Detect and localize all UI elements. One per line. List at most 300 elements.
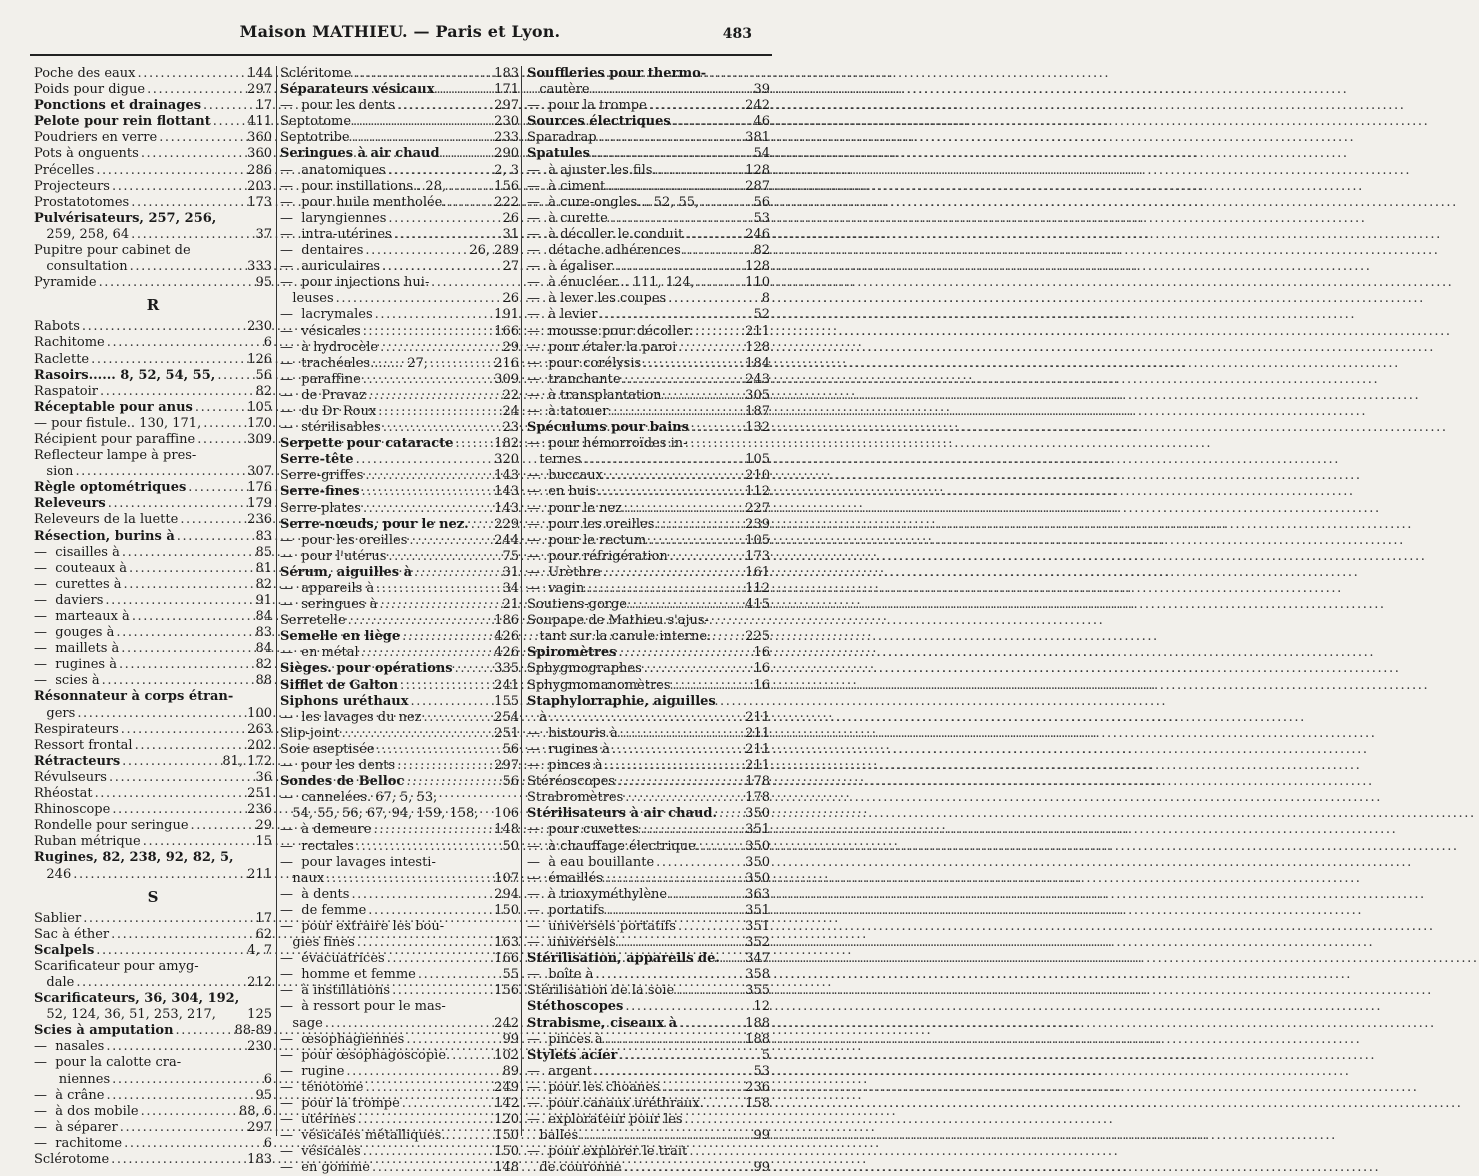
index-entry bbox=[522, 661, 772, 677]
entry-term: Serre-tête bbox=[280, 452, 354, 468]
index-entry bbox=[30, 850, 276, 866]
dot-leader bbox=[701, 195, 749, 211]
dot-leader bbox=[397, 758, 490, 774]
entry-page-number: 179 bbox=[247, 496, 272, 512]
index-entry bbox=[522, 919, 772, 935]
index-entry bbox=[30, 335, 276, 351]
dot-leader bbox=[75, 464, 243, 480]
section-letter: R bbox=[146, 296, 160, 315]
dot-leader bbox=[203, 416, 243, 432]
entry-page-number: 350 bbox=[745, 806, 770, 822]
entry-term: — à dos mobile bbox=[34, 1103, 139, 1119]
entry-page-number: 62 bbox=[255, 926, 272, 942]
entry-page-number: 142 bbox=[494, 1096, 519, 1111]
dot-leader bbox=[400, 678, 490, 694]
entry-term: Sérum, aiguilles à bbox=[280, 564, 413, 580]
dot-leader bbox=[141, 1104, 235, 1120]
dot-leader bbox=[625, 999, 749, 1015]
dot-leader bbox=[111, 927, 251, 943]
entry-page-number: 242 bbox=[494, 1015, 519, 1031]
entry-term: Stéréoscopes bbox=[527, 774, 616, 790]
entry-term: — émaillés bbox=[527, 870, 603, 886]
entry-term: Résonnateur à corps étran- bbox=[34, 689, 234, 705]
index-entry bbox=[277, 871, 521, 887]
index-entry bbox=[522, 887, 772, 903]
entry-page-number: 239 bbox=[745, 516, 770, 532]
index-entry bbox=[30, 545, 276, 561]
entry-page-number: 75 bbox=[502, 548, 519, 564]
entry-page-number: 251 bbox=[247, 786, 272, 802]
dot-leader bbox=[648, 533, 741, 549]
entry-term: Spatules bbox=[527, 146, 590, 162]
entry-term: Semelle en liège bbox=[280, 629, 401, 645]
entry-page-number: 351 bbox=[745, 918, 770, 934]
entry-page-number: 251 bbox=[494, 725, 519, 741]
entry-term: — pour les oreilles bbox=[280, 532, 408, 548]
entry-page-number: 128 bbox=[745, 259, 770, 275]
dot-leader bbox=[122, 754, 218, 770]
dot-leader bbox=[108, 496, 243, 512]
entry-page-number: 143 bbox=[494, 468, 519, 484]
dot-leader bbox=[592, 146, 750, 162]
dot-leader bbox=[77, 706, 243, 722]
index-entry bbox=[522, 468, 772, 484]
entry-page-number: 297 bbox=[247, 82, 272, 98]
dot-leader bbox=[357, 935, 490, 951]
entry-page-number: 16 bbox=[753, 677, 770, 693]
entry-page-number: 254 bbox=[494, 709, 519, 725]
entry-term: — tranchante bbox=[527, 371, 621, 387]
index-entry bbox=[277, 1048, 521, 1064]
dot-leader bbox=[603, 565, 742, 581]
dot-leader bbox=[120, 1120, 243, 1136]
index-entry bbox=[277, 114, 521, 130]
index-entry bbox=[30, 722, 276, 738]
dot-leader bbox=[147, 82, 243, 98]
entry-page-number: 46 bbox=[753, 114, 770, 130]
index-entry bbox=[277, 1016, 521, 1032]
entry-term: — détache adhérences bbox=[527, 243, 681, 259]
entry-term: — maillets à bbox=[34, 641, 120, 657]
entry-page-number: 150 bbox=[494, 1144, 519, 1160]
index-entry bbox=[30, 561, 276, 577]
index-entry bbox=[522, 275, 772, 291]
entry-term: Scléritome bbox=[280, 66, 352, 81]
entry-term: Soutiens-gorge bbox=[527, 597, 627, 613]
entry-page-number: 320 bbox=[494, 452, 519, 468]
entry-page-number: 242 bbox=[745, 98, 770, 114]
dot-leader bbox=[143, 834, 252, 850]
entry-page-number: 236 bbox=[247, 512, 272, 528]
entry-term: — pour huile mentholée. bbox=[280, 194, 447, 210]
dot-leader bbox=[455, 661, 491, 677]
index-entry bbox=[277, 710, 521, 726]
entry-term: Poche des eaux bbox=[34, 66, 136, 81]
index-entry bbox=[30, 448, 276, 464]
dot-leader bbox=[618, 935, 742, 951]
index-entry bbox=[522, 855, 772, 871]
index-column-1 bbox=[30, 66, 277, 1167]
entry-term: — pour extraire les bou- bbox=[280, 918, 445, 934]
index-entry bbox=[522, 1160, 772, 1176]
index-entry bbox=[30, 432, 276, 448]
index-entry bbox=[277, 259, 521, 275]
dot-leader bbox=[683, 243, 750, 259]
index-entry bbox=[277, 484, 521, 500]
entry-term: — universels bbox=[527, 935, 616, 951]
index-entry bbox=[30, 959, 276, 975]
entry-term: Pelote pour rein flottant bbox=[34, 114, 211, 130]
dot-leader bbox=[191, 818, 252, 834]
dot-leader bbox=[82, 319, 243, 335]
entry-term: — évacuatrices bbox=[280, 951, 385, 967]
index-entry bbox=[522, 163, 772, 179]
entry-term: — marteaux à bbox=[34, 609, 130, 624]
entry-page-number: 112 bbox=[745, 484, 770, 500]
dot-leader bbox=[348, 613, 491, 629]
dot-leader bbox=[372, 1160, 490, 1176]
index-entry bbox=[277, 1080, 521, 1096]
entry-term: sion bbox=[34, 464, 74, 480]
entry-term: Raclette bbox=[34, 351, 90, 367]
dot-leader bbox=[643, 356, 741, 372]
index-entry bbox=[522, 1048, 772, 1064]
dot-leader bbox=[679, 1016, 741, 1032]
dot-leader bbox=[430, 356, 490, 372]
entry-page-number: 105 bbox=[745, 532, 770, 548]
dot-leader bbox=[368, 388, 498, 404]
entry-term: — pour la calotte cra- bbox=[34, 1055, 182, 1071]
entry-term: Serpette pour cataracte bbox=[280, 436, 454, 452]
entry-term: Sphygmographes bbox=[527, 661, 642, 677]
entry-term: — à ressort pour le mas- bbox=[280, 999, 446, 1015]
index-entry bbox=[277, 983, 521, 999]
dot-leader bbox=[610, 211, 750, 227]
dot-leader bbox=[112, 802, 243, 818]
entry-page-number: 53 bbox=[753, 210, 770, 226]
dot-leader bbox=[356, 452, 491, 468]
dot-leader bbox=[406, 774, 498, 790]
dot-leader bbox=[376, 581, 498, 597]
entry-page-number: 158 bbox=[745, 1096, 770, 1111]
entry-term: Serre-plates bbox=[280, 500, 361, 516]
entry-term: Réceptable pour anus bbox=[34, 399, 193, 415]
index-entry bbox=[277, 1096, 521, 1112]
index-entry bbox=[277, 967, 521, 983]
page-number: 483 bbox=[722, 26, 752, 42]
header-rule bbox=[30, 54, 772, 56]
dot-leader bbox=[471, 517, 490, 533]
entry-term: — auriculaires bbox=[280, 259, 381, 275]
index-entry bbox=[30, 512, 276, 528]
entry-page-number: 335 bbox=[494, 661, 519, 677]
index-entry bbox=[277, 790, 521, 806]
entry-page-number: 243 bbox=[745, 371, 770, 387]
dot-leader bbox=[378, 404, 498, 420]
entry-term: — intra-utérines bbox=[280, 226, 392, 242]
entry-page-number: 363 bbox=[745, 886, 770, 902]
index-entry bbox=[277, 82, 521, 98]
dot-leader bbox=[380, 340, 498, 356]
index-entry bbox=[522, 726, 772, 742]
entry-page-number: 8 bbox=[761, 291, 770, 307]
entry-page-number: 230 bbox=[247, 319, 272, 335]
entry-term: Scarificateurs, 36, 304, 192, bbox=[34, 991, 240, 1007]
entry-term: — boîte à bbox=[527, 967, 594, 983]
dot-leader bbox=[423, 710, 490, 726]
index-entry bbox=[522, 1016, 772, 1032]
dot-leader bbox=[697, 275, 741, 291]
section-letter: S bbox=[147, 887, 159, 906]
entry-page-number: 16 bbox=[753, 645, 770, 661]
entry-page-number: 29 bbox=[255, 818, 272, 834]
index-entry bbox=[30, 975, 276, 991]
entry-page-number: 191 bbox=[494, 307, 519, 323]
entry-page-number: 24 bbox=[502, 403, 519, 419]
index-entry bbox=[522, 597, 772, 613]
entry-page-number: 229 bbox=[494, 516, 519, 532]
entry-term: — à énucléer... 111, 124, bbox=[527, 275, 695, 291]
entry-page-number: 236 bbox=[247, 802, 272, 818]
entry-term: Pots à onguents bbox=[34, 146, 139, 162]
entry-term: — pinces à bbox=[527, 1031, 603, 1047]
entry-term: — pour la trompe bbox=[527, 98, 647, 114]
dot-leader bbox=[656, 517, 741, 533]
entry-term: Récipient pour paraffine bbox=[34, 431, 196, 447]
dot-leader bbox=[365, 1080, 490, 1096]
entry-term: — paraffine bbox=[280, 371, 361, 387]
index-entry bbox=[522, 1032, 772, 1048]
dot-leader bbox=[121, 722, 243, 738]
entry-term: Releveurs bbox=[34, 496, 106, 512]
index-entry bbox=[30, 689, 276, 705]
entry-page-number: 36 bbox=[255, 769, 272, 785]
entry-page-number: 426 bbox=[494, 629, 519, 645]
dot-leader bbox=[195, 400, 243, 416]
index-entry bbox=[522, 291, 772, 307]
entry-term: — à crâne bbox=[34, 1087, 105, 1103]
entry-page-number: 91 bbox=[255, 592, 272, 608]
dot-leader bbox=[625, 790, 741, 806]
index-entry bbox=[522, 340, 772, 356]
index-entry bbox=[522, 678, 772, 694]
entry-term: — pour corélysis bbox=[527, 355, 642, 371]
dot-leader bbox=[668, 291, 758, 307]
entry-page-number: 143 bbox=[494, 484, 519, 500]
entry-term: — buccaux bbox=[527, 468, 603, 484]
dot-leader bbox=[105, 593, 251, 609]
entry-page-number: 27 bbox=[502, 259, 519, 275]
entry-term: Serre-fines bbox=[280, 484, 360, 500]
entry-page-number: 355 bbox=[745, 983, 770, 999]
entry-term: Stylets acier bbox=[527, 1047, 618, 1063]
index-entry bbox=[522, 758, 772, 774]
dot-leader bbox=[361, 645, 491, 661]
entry-page-number: 26 bbox=[502, 210, 519, 226]
entry-page-number: 305 bbox=[745, 387, 770, 403]
dot-leader bbox=[409, 533, 490, 549]
entry-term: Sources électriques bbox=[527, 114, 671, 130]
entry-term: — lacrymales bbox=[280, 307, 373, 323]
entry-page-number: 211 bbox=[745, 323, 770, 339]
entry-page-number: 309 bbox=[247, 431, 272, 447]
index-entry bbox=[30, 770, 276, 786]
entry-term: Sifflet de Galton bbox=[280, 677, 399, 693]
entry-term: dale bbox=[34, 974, 75, 990]
entry-page-number: 82 bbox=[255, 576, 272, 592]
index-entry bbox=[522, 806, 772, 822]
dot-leader bbox=[353, 66, 490, 82]
entry-term: — pour fistule.. 130, 171, bbox=[34, 415, 202, 431]
entry-page-number: 5 bbox=[761, 1047, 770, 1063]
entry-page-number: 222 bbox=[494, 194, 519, 210]
dot-leader bbox=[673, 678, 750, 694]
entry-page-number: 84 bbox=[255, 609, 272, 624]
dot-leader bbox=[76, 975, 243, 991]
entry-term: — à levier bbox=[527, 307, 598, 323]
index-entry bbox=[522, 98, 772, 114]
index-entry bbox=[522, 549, 772, 565]
entry-term: Pupitre pour cabinet de bbox=[34, 243, 191, 259]
dot-leader bbox=[351, 887, 490, 903]
index-entry bbox=[277, 1112, 521, 1128]
entry-term: — à tatouer bbox=[527, 403, 609, 419]
dot-leader bbox=[685, 227, 741, 243]
entry-page-number: 286 bbox=[247, 162, 272, 178]
index-entry bbox=[277, 806, 521, 822]
dot-leader bbox=[377, 742, 499, 758]
index-entry bbox=[522, 211, 772, 227]
dot-leader bbox=[624, 501, 741, 517]
index-entry bbox=[522, 581, 772, 597]
entry-term: — daviers bbox=[34, 592, 104, 608]
dot-leader bbox=[365, 243, 465, 259]
entry-term: Stérilisation, appareils de. bbox=[527, 951, 720, 967]
entry-term: — pour les choanes bbox=[527, 1079, 660, 1095]
dot-leader bbox=[363, 372, 490, 388]
entry-term: — bistouris à bbox=[527, 725, 618, 741]
entry-page-number: 50 bbox=[502, 838, 519, 854]
entry-term: Projecteurs bbox=[34, 178, 110, 194]
entry-page-number: 212 bbox=[247, 974, 272, 990]
entry-page-number: 34 bbox=[502, 581, 519, 596]
index-entry bbox=[522, 388, 772, 404]
entry-term: — gouges à bbox=[34, 625, 115, 641]
dot-leader bbox=[676, 983, 741, 999]
entry-term: Scies à amputation bbox=[34, 1023, 174, 1039]
entry-term: gers bbox=[34, 705, 76, 721]
entry-term: 54, 55, 56, 67, 94, 159, 158, bbox=[280, 806, 479, 822]
entry-term: — pour les dents bbox=[280, 98, 396, 114]
entry-term: Scarificateur pour amyg- bbox=[34, 958, 199, 974]
index-entry bbox=[30, 98, 276, 114]
dot-leader bbox=[673, 114, 750, 130]
index-entry bbox=[522, 356, 772, 372]
index-entry bbox=[522, 195, 772, 211]
index-entry bbox=[277, 726, 521, 742]
entry-term: — de Pravaz bbox=[280, 387, 367, 403]
entry-page-number: 230 bbox=[494, 114, 519, 130]
index-entry bbox=[522, 324, 772, 340]
index-entry bbox=[277, 324, 521, 340]
entry-page-number: 84 bbox=[255, 641, 272, 657]
entry-page-number: 143 bbox=[494, 500, 519, 516]
index-entry bbox=[277, 179, 521, 195]
entry-page-number: 95 bbox=[255, 275, 272, 291]
entry-page-number: 85 bbox=[255, 544, 272, 560]
dot-leader bbox=[691, 420, 741, 436]
index-entry bbox=[30, 384, 276, 400]
index-entry bbox=[30, 867, 276, 883]
entry-page-number: 170 bbox=[247, 415, 272, 431]
entry-page-number: 56 bbox=[502, 774, 519, 790]
index-entry bbox=[277, 275, 521, 291]
entry-term: à bbox=[527, 709, 548, 725]
index-entry bbox=[30, 352, 276, 368]
entry-page-number: 381 bbox=[745, 130, 770, 146]
entry-term: — pinces à bbox=[527, 758, 603, 774]
dot-leader bbox=[387, 951, 490, 967]
entry-page-number: 82 bbox=[753, 243, 770, 259]
index-entry bbox=[522, 629, 772, 645]
dot-leader bbox=[617, 774, 741, 790]
index-entry bbox=[30, 818, 276, 834]
entry-page-number: 4, 7 bbox=[247, 942, 272, 958]
index-entry bbox=[522, 694, 772, 710]
dot-leader bbox=[649, 98, 741, 114]
entry-page-number: 211 bbox=[745, 741, 770, 757]
entry-page-number: 23 bbox=[502, 420, 519, 436]
index-entry bbox=[30, 114, 276, 130]
entry-page-number: 99 bbox=[753, 1128, 770, 1144]
entry-term: — seringues à bbox=[280, 597, 378, 613]
dot-leader bbox=[615, 259, 741, 275]
dot-leader bbox=[159, 130, 243, 146]
entry-term: Ruban métrique bbox=[34, 834, 141, 850]
entry-page-number: 31 bbox=[502, 564, 519, 580]
entry-term: — pour œsophagoscopie. bbox=[280, 1047, 451, 1063]
entry-term: balles bbox=[527, 1128, 579, 1144]
entry-term: — curettes à bbox=[34, 576, 122, 592]
entry-term: — anatomiques bbox=[280, 162, 386, 178]
index-entry bbox=[30, 1120, 276, 1136]
dot-leader bbox=[414, 565, 498, 581]
dot-leader bbox=[610, 404, 741, 420]
dot-leader bbox=[448, 179, 490, 195]
entry-term: — pour réfrigération bbox=[527, 548, 668, 564]
index-entry bbox=[30, 577, 276, 593]
index-entry bbox=[277, 549, 521, 565]
entry-page-number: 52 bbox=[753, 307, 770, 323]
dot-leader bbox=[73, 867, 243, 883]
entry-page-number: 99 bbox=[753, 1160, 770, 1176]
entry-page-number: 21 bbox=[502, 597, 519, 613]
dot-leader bbox=[641, 822, 742, 838]
index-entry bbox=[522, 179, 772, 195]
index-entry bbox=[522, 243, 772, 259]
dot-leader bbox=[109, 770, 251, 786]
entry-page-number: 230 bbox=[247, 1039, 272, 1055]
entry-page-number: 347 bbox=[745, 951, 770, 967]
index-entry bbox=[30, 754, 276, 770]
dot-leader bbox=[141, 146, 243, 162]
entry-term: — à séparer bbox=[34, 1119, 118, 1135]
dot-leader bbox=[346, 1064, 498, 1080]
entry-term: — argent bbox=[527, 1063, 592, 1079]
entry-page-number: 82 bbox=[255, 383, 272, 399]
entry-term: Pyramide bbox=[34, 275, 97, 291]
index-entry bbox=[522, 436, 772, 452]
